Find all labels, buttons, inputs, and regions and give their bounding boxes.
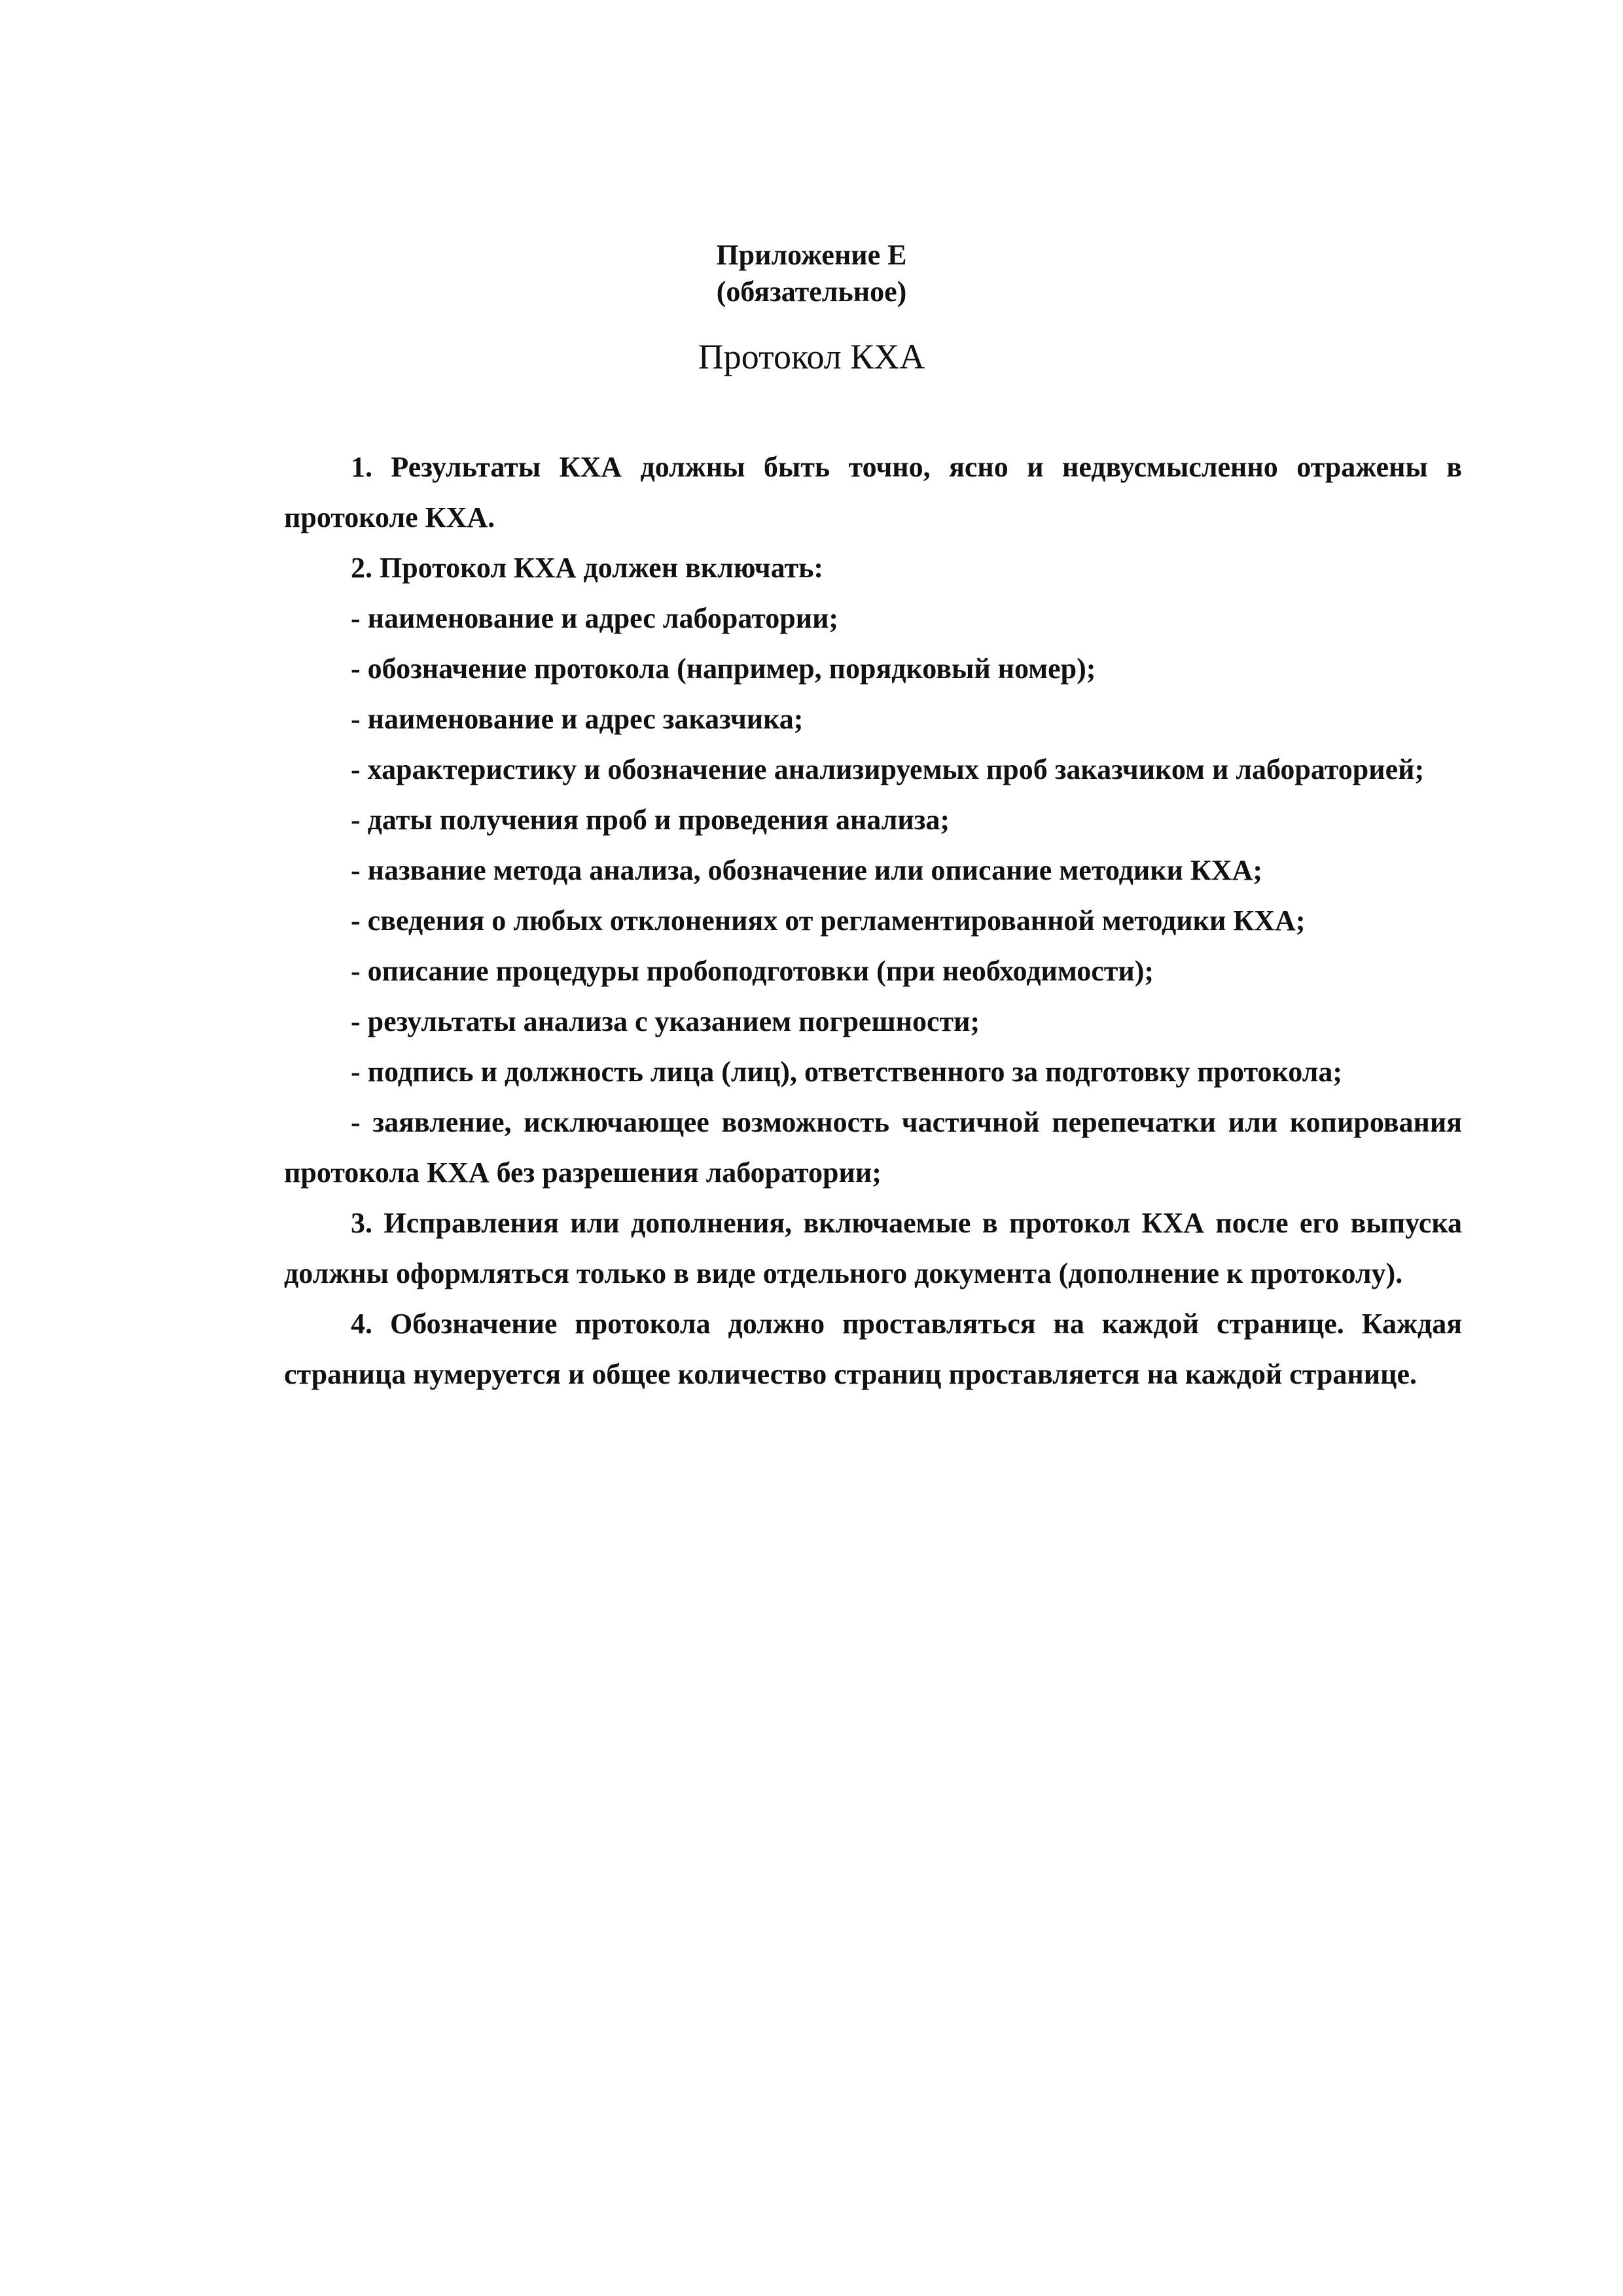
list-item: - обозначение протокола (например, порядковый номер); (351, 653, 1096, 685)
document-title: Протокол КХА (698, 337, 925, 376)
appendix-label: Приложение Е (716, 239, 907, 271)
paragraph-4: 4. Обозначение протокола должно проставляться на каждой странице. Каждая страница нумеруется и общее количество страниц проставляется на каждой странице. (284, 1308, 1462, 1390)
list-item: - описание процедуры пробоподготовки (при необходимости); (351, 955, 1154, 987)
list-item: - название метода анализа, обозначение или описание методики КХА; (351, 854, 1263, 886)
list-item: - сведения о любых отклонениях от регламентированной методики КХА; (351, 905, 1306, 937)
list-item: - характеристику и обозначение анализируемых проб заказчиком и лабораторией; (351, 753, 1425, 785)
paragraph-1: 1. Результаты КХА должны быть точно, ясно и недвусмысленно отражены в протоколе КХА. (284, 451, 1462, 533)
document-body (284, 442, 1462, 1399)
list-item: - наименование и адрес лаборатории; (351, 602, 839, 634)
list-item: - подпись и должность лица (лиц), ответственного за подготовку протокола; (351, 1056, 1343, 1088)
list-item: - наименование и адрес заказчика; (351, 703, 804, 735)
list-item: - даты получения проб и проведения анализа; (351, 804, 950, 836)
list-item: - заявление, исключающее возможность частичной перепечатки или копирования протокола КХА без разрешения лаборатории; (284, 1106, 1462, 1189)
paragraph-3: 3. Исправления или дополнения, включаемые в протокол КХА после его выпуска должны оформляться только в виде отдельного документа (дополнение к протоколу). (284, 1207, 1462, 1289)
appendix-status: (обязательное) (716, 276, 907, 308)
paragraph-2: 2. Протокол КХА должен включать: (351, 552, 824, 584)
list-item: - результаты анализа с указанием погрешности; (351, 1005, 980, 1037)
